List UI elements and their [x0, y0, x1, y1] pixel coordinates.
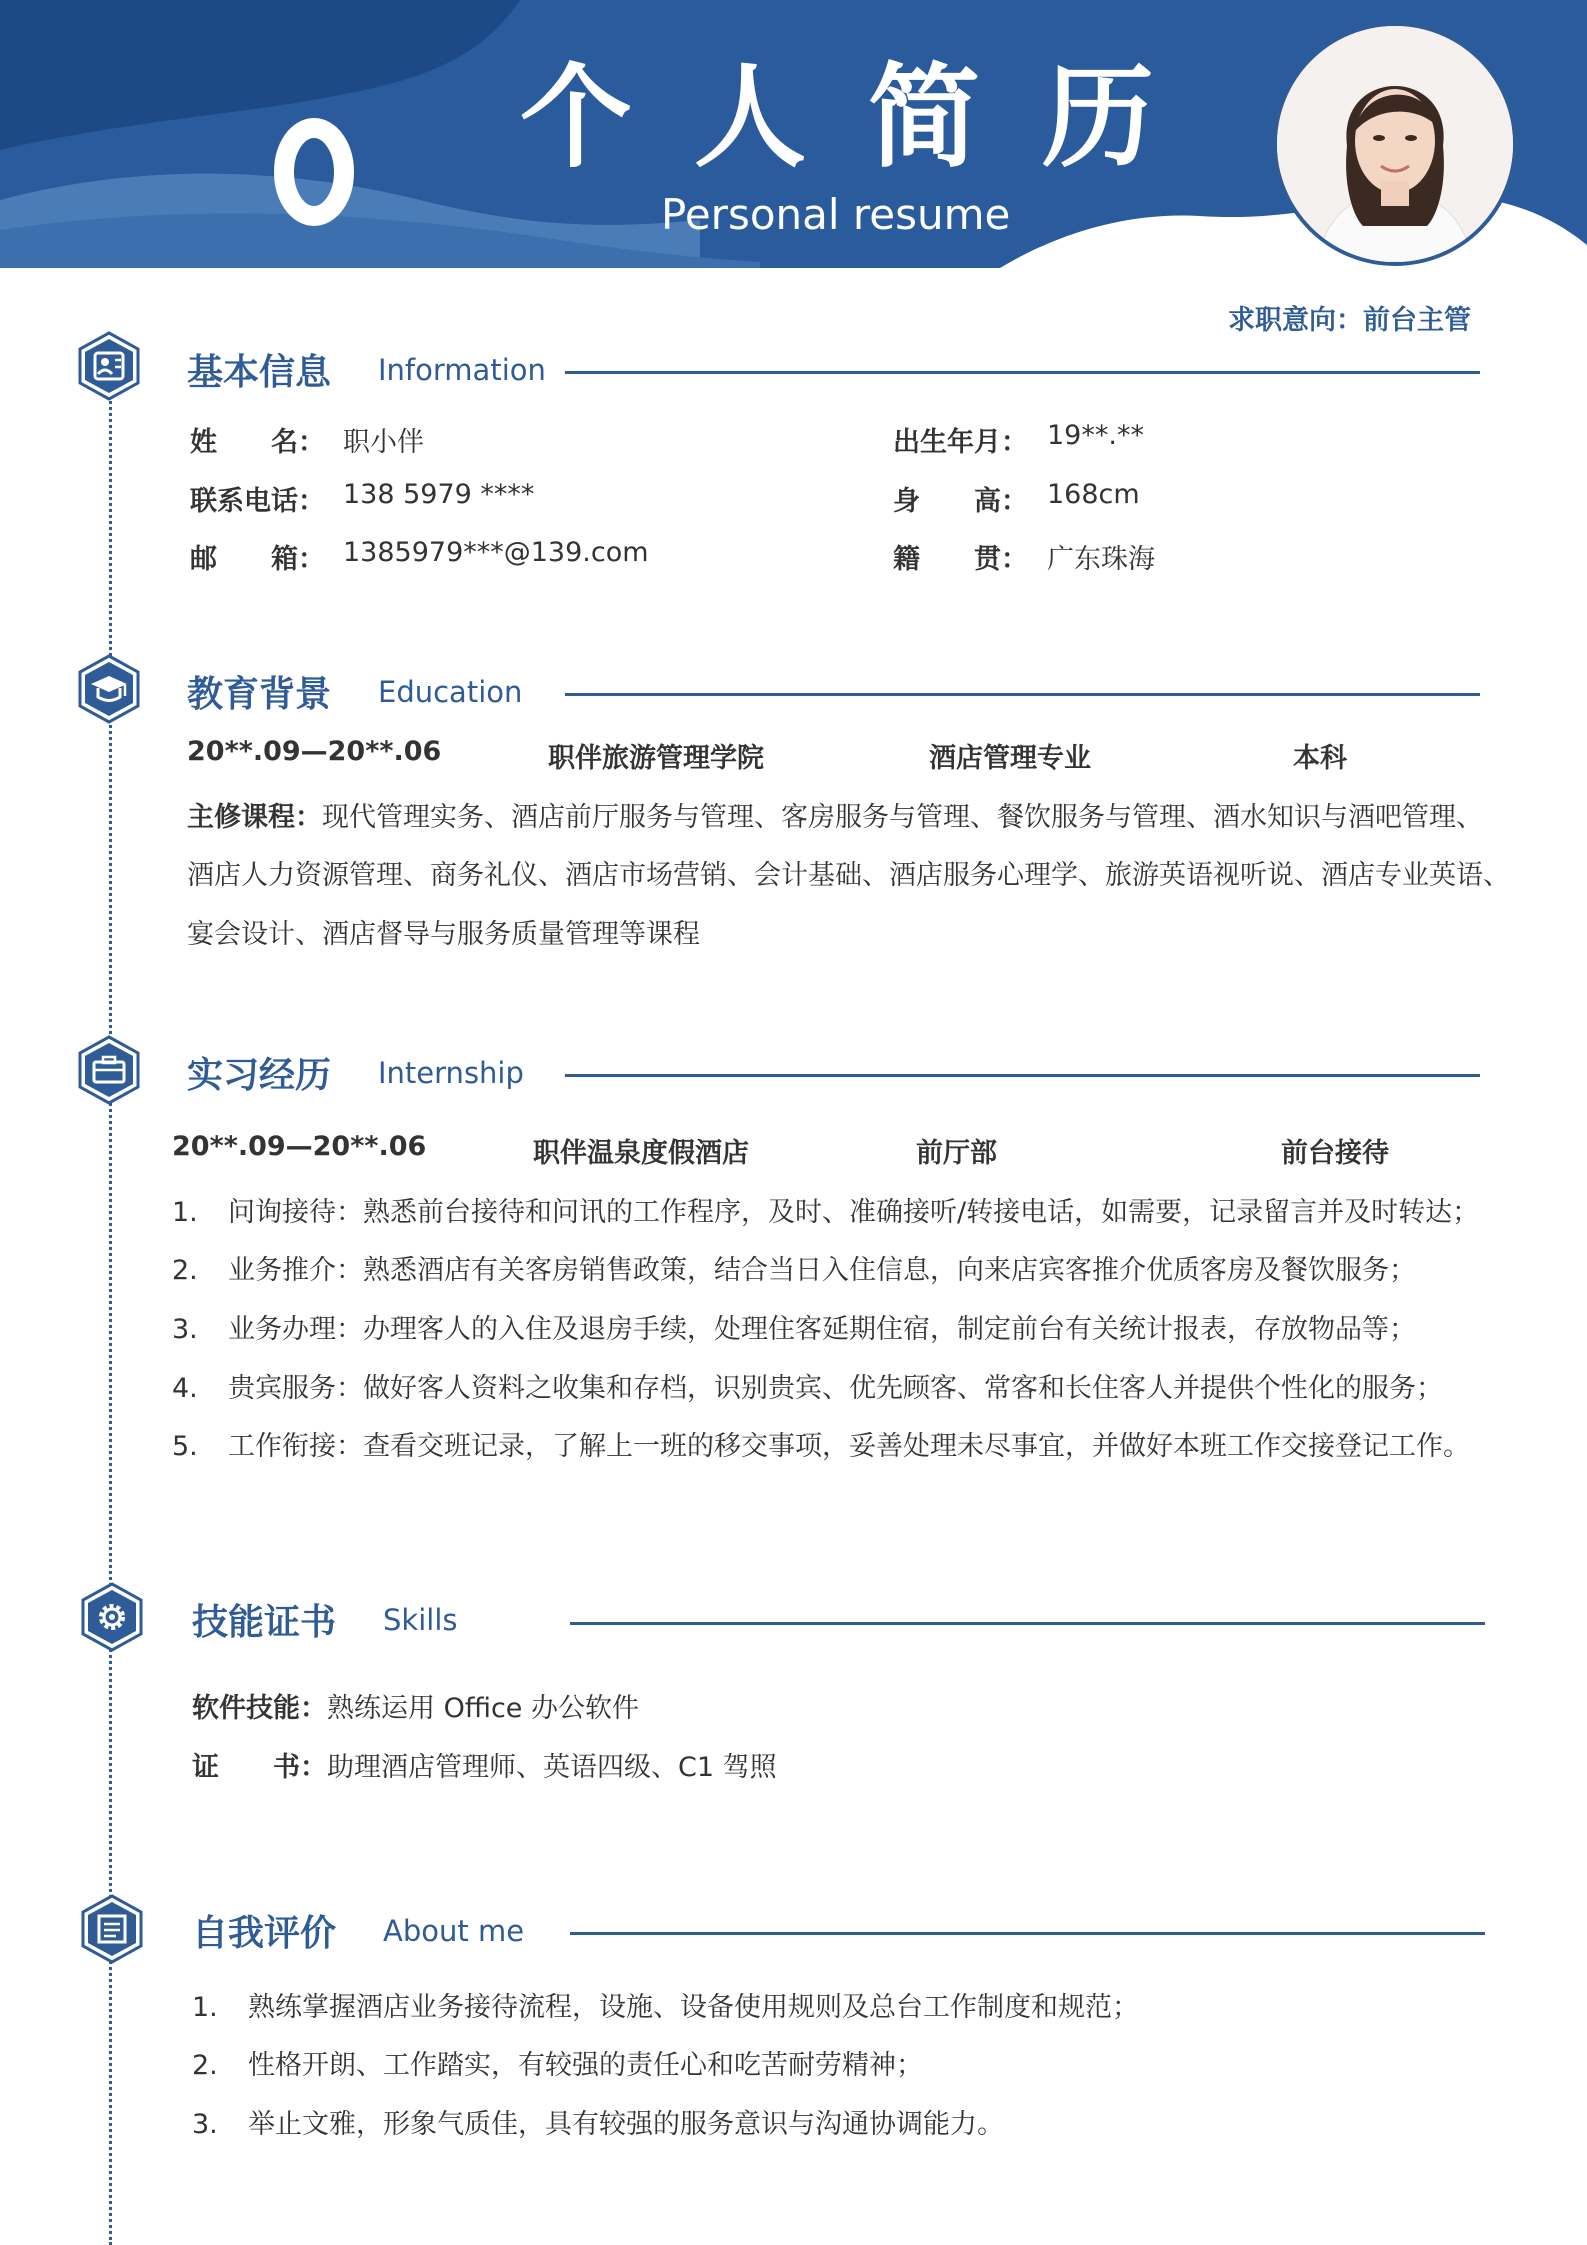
- email-value: 1385979***@139.com: [343, 537, 649, 568]
- education-major: 酒店管理专业: [929, 743, 1091, 774]
- internship-item-5: 5. 工作衔接：查看交班记录，了解上一班的移交事项，妥善处理未尽事宜，并做好本班工作交接登记工作。: [172, 1431, 1470, 1462]
- origin-label: 籍 贯：: [893, 544, 1028, 575]
- section-title-info: 基本信息: [187, 352, 332, 393]
- section-en-internship: Internship: [378, 1056, 524, 1090]
- software-label: 软件技能：: [192, 1693, 327, 1724]
- birth-label: 出生年月：: [893, 427, 1028, 458]
- graduation-cap-icon: [77, 654, 141, 724]
- gear-icon: [80, 1582, 144, 1652]
- courses-label: 主修课程：: [187, 802, 322, 833]
- section-divider-internship: [565, 1074, 1480, 1077]
- about-item-2: 2. 性格开朗、工作踏实，有较强的责任心和吃苦耐劳精神；: [192, 2050, 923, 2081]
- section-en-about: About me: [383, 1914, 525, 1948]
- header-banner: [0, 0, 1587, 268]
- objective-value: 前台主管: [1363, 305, 1471, 336]
- internship-item-3: 3. 业务办理：办理客人的入住及退房手续，处理住客延期住宿，制定前台有关统计报表，存放物品等；: [172, 1314, 1416, 1345]
- internship-company: 职伴温泉度假酒店: [533, 1138, 749, 1169]
- section-divider-education: [565, 693, 1480, 696]
- skills-software: 软件技能：熟练运用 Office 办公软件: [192, 1693, 639, 1724]
- height-label: 身 高：: [893, 486, 1028, 517]
- about-item-3: 3. 举止文雅，形象气质佳，具有较强的服务意识与沟通协调能力。: [192, 2109, 1004, 2140]
- email-label: 邮 箱：: [190, 544, 325, 575]
- section-divider-info: [565, 371, 1480, 374]
- courses-line-1: 主修课程：现代管理实务、酒店前厅服务与管理、客房服务与管理、餐饮服务与管理、酒水知识与酒吧管理、: [187, 802, 1483, 833]
- birth-value: 19**.**: [1047, 420, 1144, 451]
- person-card-icon: [77, 331, 141, 401]
- internship-item-4: 4. 贵宾服务：做好客人资料之收集和存档，识别贵宾、优先顾客、常客和长住客人并提供个性化的服务；: [172, 1373, 1443, 1404]
- education-degree: 本科: [1293, 743, 1347, 774]
- education-school: 职伴旅游管理学院: [548, 743, 764, 774]
- cert-label: 证 书：: [192, 1752, 327, 1783]
- section-title-internship: 实习经历: [187, 1055, 332, 1096]
- briefcase-icon: [77, 1035, 141, 1105]
- internship-position: 前台接待: [1281, 1138, 1389, 1169]
- resume-subtitle: Personal resume: [661, 190, 1011, 239]
- courses-line-2: 酒店人力资源管理、商务礼仪、酒店市场营销、会计基础、酒店服务心理学、旅游英语视听说、酒店专业英语、: [187, 860, 1510, 891]
- section-divider-skills: [570, 1622, 1485, 1625]
- phone-value: 138 5979 ****: [343, 479, 535, 510]
- section-title-education: 教育背景: [187, 674, 332, 715]
- objective-label: 求职意向：: [1228, 305, 1363, 336]
- name-value: 职小伴: [343, 427, 424, 458]
- section-title-about: 自我评价: [192, 1913, 337, 1954]
- section-en-skills: Skills: [383, 1603, 458, 1637]
- internship-item-2: 2. 业务推介：熟悉酒店有关客房销售政策，结合当日入住信息，向来店宾客推介优质客房及餐饮服务；: [172, 1255, 1416, 1286]
- section-divider-about: [570, 1932, 1485, 1935]
- section-en-education: Education: [378, 675, 523, 709]
- phone-label: 联系电话：: [190, 486, 325, 517]
- name-label: 姓 名：: [190, 427, 325, 458]
- section-en-info: Information: [378, 353, 546, 387]
- job-objective: [1228, 298, 1471, 337]
- courses-line-3: 宴会设计、酒店督导与服务质量管理等课程: [187, 919, 700, 950]
- document-icon: [80, 1894, 144, 1964]
- section-title-skills: 技能证书: [192, 1602, 337, 1643]
- skills-certificates: 证 书：助理酒店管理师、英语四级、C1 驾照: [192, 1752, 777, 1783]
- profile-photo: [1273, 22, 1517, 266]
- internship-department: 前厅部: [916, 1138, 997, 1169]
- height-value: 168cm: [1047, 479, 1140, 510]
- education-period: 20**.09—20**.06: [187, 736, 442, 767]
- about-item-1: 1. 熟练掌握酒店业务接待流程，设施、设备使用规则及总台工作制度和规范；: [192, 1992, 1139, 2023]
- origin-value: 广东珠海: [1047, 544, 1155, 575]
- resume-title: 个人简历: [520, 53, 1216, 183]
- internship-period: 20**.09—20**.06: [172, 1131, 427, 1162]
- internship-item-1: 1. 问询接待：熟悉前台接待和问讯的工作程序，及时、准确接听/转接电话，如需要，记录留言并及时转达；: [172, 1197, 1480, 1228]
